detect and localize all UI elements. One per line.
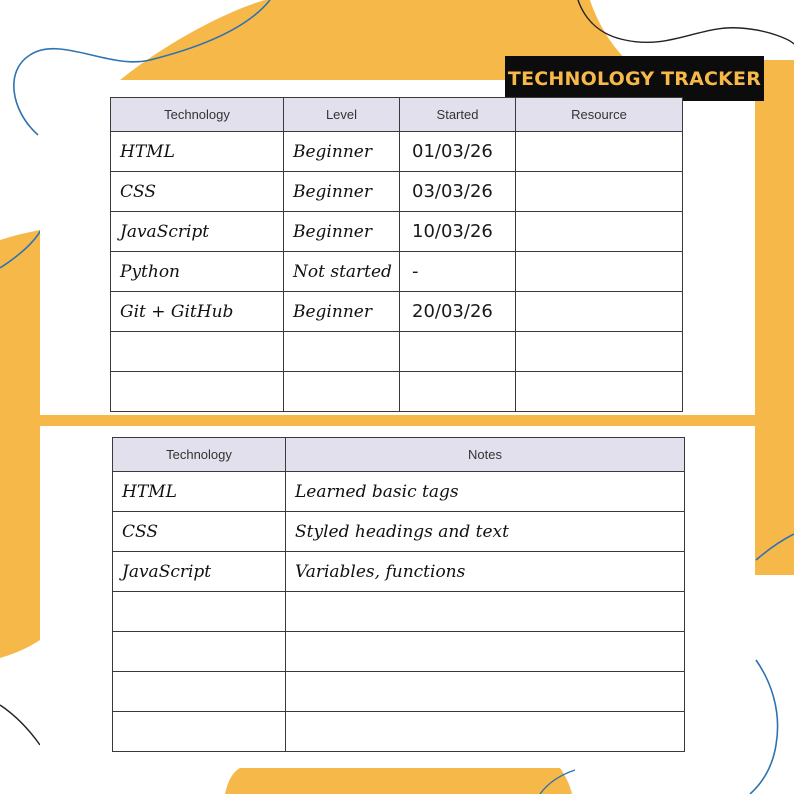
resource-cell[interactable] xyxy=(516,252,683,292)
table-row xyxy=(111,212,683,252)
resource-cell[interactable] xyxy=(516,212,683,252)
technology-cell[interactable]: HTML xyxy=(113,472,286,512)
resource-cell[interactable] xyxy=(516,372,683,412)
column-header-level: Level xyxy=(284,98,400,132)
orange-blob-right xyxy=(755,60,794,575)
table-row xyxy=(111,372,683,412)
column-header-resource: Resource xyxy=(516,98,683,132)
resource-cell[interactable] xyxy=(516,172,683,212)
started-cell[interactable]: 01/03/26 xyxy=(400,132,516,172)
technology-cell[interactable]: Git + GitHub xyxy=(111,292,284,332)
table-row xyxy=(111,252,683,292)
technology-cell[interactable]: Python xyxy=(111,252,284,292)
table-header-row xyxy=(111,98,683,132)
table-row xyxy=(111,332,683,372)
level-cell[interactable]: Beginner xyxy=(284,212,400,252)
curve-line-top-right xyxy=(578,0,794,44)
technology-cell[interactable] xyxy=(113,712,286,752)
started-cell[interactable] xyxy=(400,332,516,372)
table-row xyxy=(113,512,685,552)
technology-cell[interactable]: CSS xyxy=(113,512,286,552)
technology-cell[interactable] xyxy=(113,632,286,672)
started-cell[interactable]: - xyxy=(400,252,516,292)
notes-cell[interactable]: Learned basic tags xyxy=(286,472,685,512)
technology-cell[interactable] xyxy=(113,592,286,632)
table-header-row xyxy=(113,438,685,472)
table-row xyxy=(111,172,683,212)
notes-cell[interactable]: Styled headings and text xyxy=(286,512,685,552)
table-row xyxy=(113,672,685,712)
table-row xyxy=(111,292,683,332)
level-cell[interactable]: Beginner xyxy=(284,172,400,212)
resource-cell[interactable] xyxy=(516,132,683,172)
column-header-notes: Notes xyxy=(286,438,685,472)
table-row xyxy=(111,132,683,172)
technology-cell[interactable]: JavaScript xyxy=(111,212,284,252)
table-row xyxy=(113,472,685,512)
technology-cell[interactable] xyxy=(111,372,284,412)
column-header-technology: Technology xyxy=(111,98,284,132)
technology-cell[interactable]: HTML xyxy=(111,132,284,172)
level-cell[interactable]: Beginner xyxy=(284,292,400,332)
resource-cell[interactable] xyxy=(516,292,683,332)
orange-blob-left xyxy=(0,230,40,658)
technology-tracker-table xyxy=(110,97,683,412)
notes-cell[interactable] xyxy=(286,672,685,712)
table-row xyxy=(113,632,685,672)
orange-band-middle xyxy=(40,415,755,426)
started-cell[interactable] xyxy=(400,372,516,412)
technology-notes-table xyxy=(112,437,685,752)
started-cell[interactable]: 10/03/26 xyxy=(400,212,516,252)
notes-cell[interactable] xyxy=(286,712,685,752)
curve-line-bottom-left xyxy=(0,705,40,745)
notes-cell[interactable] xyxy=(286,632,685,672)
notes-cell[interactable]: Variables, functions xyxy=(286,552,685,592)
column-header-technology: Technology xyxy=(113,438,286,472)
page-title: TECHNOLOGY TRACKER xyxy=(505,56,764,101)
level-cell[interactable] xyxy=(284,372,400,412)
notes-cell[interactable] xyxy=(286,592,685,632)
column-header-started: Started xyxy=(400,98,516,132)
technology-cell[interactable] xyxy=(111,332,284,372)
technology-cell[interactable]: JavaScript xyxy=(113,552,286,592)
level-cell[interactable] xyxy=(284,332,400,372)
started-cell[interactable]: 03/03/26 xyxy=(400,172,516,212)
level-cell[interactable]: Not started xyxy=(284,252,400,292)
table-row xyxy=(113,552,685,592)
orange-blob-bottom xyxy=(225,768,572,794)
started-cell[interactable]: 20/03/26 xyxy=(400,292,516,332)
technology-cell[interactable] xyxy=(113,672,286,712)
table-row xyxy=(113,712,685,752)
technology-cell[interactable]: CSS xyxy=(111,172,284,212)
table-row xyxy=(113,592,685,632)
level-cell[interactable]: Beginner xyxy=(284,132,400,172)
resource-cell[interactable] xyxy=(516,332,683,372)
